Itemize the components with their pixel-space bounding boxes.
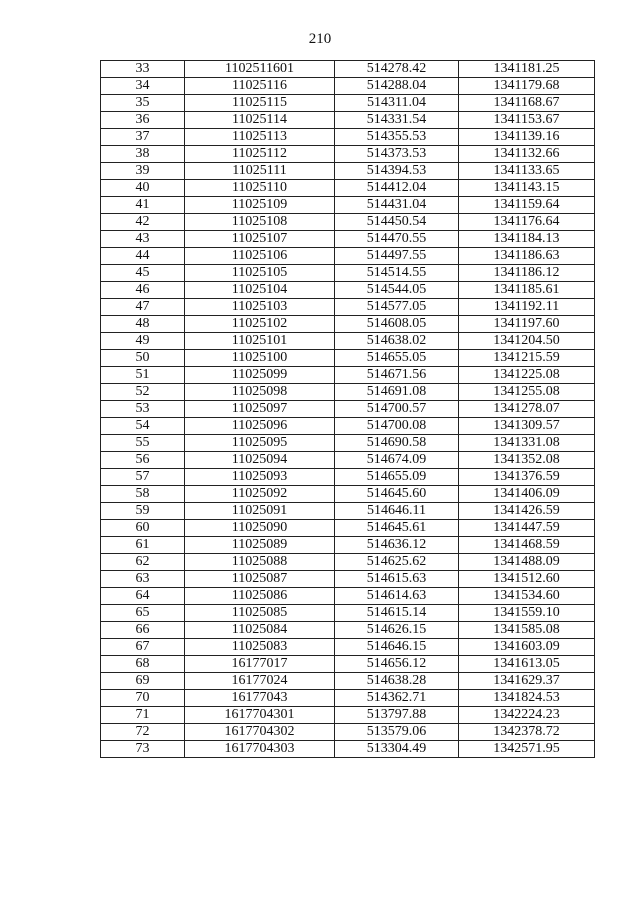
x-coordinate-cell: 514394.53 <box>335 163 459 180</box>
x-coordinate-cell: 514674.09 <box>335 452 459 469</box>
y-coordinate-cell: 1341629.37 <box>459 673 595 690</box>
y-coordinate-cell: 1341278.07 <box>459 401 595 418</box>
x-coordinate-cell: 514577.05 <box>335 299 459 316</box>
point-id-cell: 11025108 <box>185 214 335 231</box>
table-row <box>101 333 595 350</box>
table-row <box>101 605 595 622</box>
point-id-cell: 16177024 <box>185 673 335 690</box>
table-row <box>101 741 595 758</box>
point-number-cell: 67 <box>101 639 185 656</box>
y-coordinate-cell: 1341225.08 <box>459 367 595 384</box>
point-id-cell: 11025099 <box>185 367 335 384</box>
point-number-cell: 52 <box>101 384 185 401</box>
table-row <box>101 656 595 673</box>
x-coordinate-cell: 514497.55 <box>335 248 459 265</box>
y-coordinate-cell: 1342571.95 <box>459 741 595 758</box>
y-coordinate-cell: 1341534.60 <box>459 588 595 605</box>
table-row <box>101 639 595 656</box>
point-id-cell: 11025096 <box>185 418 335 435</box>
point-number-cell: 39 <box>101 163 185 180</box>
point-id-cell: 1617704303 <box>185 741 335 758</box>
point-number-cell: 49 <box>101 333 185 350</box>
x-coordinate-cell: 514638.02 <box>335 333 459 350</box>
y-coordinate-cell: 1341132.66 <box>459 146 595 163</box>
point-id-cell: 11025115 <box>185 95 335 112</box>
y-coordinate-cell: 1341352.08 <box>459 452 595 469</box>
y-coordinate-cell: 1341133.65 <box>459 163 595 180</box>
y-coordinate-cell: 1341512.60 <box>459 571 595 588</box>
point-id-cell: 11025095 <box>185 435 335 452</box>
point-id-cell: 11025116 <box>185 78 335 95</box>
table-row <box>101 486 595 503</box>
point-number-cell: 51 <box>101 367 185 384</box>
y-coordinate-cell: 1341186.12 <box>459 265 595 282</box>
table-row <box>101 95 595 112</box>
point-number-cell: 38 <box>101 146 185 163</box>
point-id-cell: 11025094 <box>185 452 335 469</box>
y-coordinate-cell: 1341824.53 <box>459 690 595 707</box>
point-id-cell: 11025083 <box>185 639 335 656</box>
table-row <box>101 707 595 724</box>
point-number-cell: 43 <box>101 231 185 248</box>
point-number-cell: 60 <box>101 520 185 537</box>
point-id-cell: 11025085 <box>185 605 335 622</box>
x-coordinate-cell: 514278.42 <box>335 61 459 78</box>
y-coordinate-cell: 1341376.59 <box>459 469 595 486</box>
table-row <box>101 214 595 231</box>
x-coordinate-cell: 513797.88 <box>335 707 459 724</box>
point-id-cell: 11025110 <box>185 180 335 197</box>
y-coordinate-cell: 1341603.09 <box>459 639 595 656</box>
y-coordinate-cell: 1341559.10 <box>459 605 595 622</box>
x-coordinate-cell: 514700.08 <box>335 418 459 435</box>
table-row <box>101 571 595 588</box>
x-coordinate-cell: 514638.28 <box>335 673 459 690</box>
point-id-cell: 1617704301 <box>185 707 335 724</box>
table-row <box>101 146 595 163</box>
y-coordinate-cell: 1341168.67 <box>459 95 595 112</box>
point-id-cell: 11025092 <box>185 486 335 503</box>
table-row <box>101 350 595 367</box>
page-number: 210 <box>308 31 332 47</box>
table-row <box>101 520 595 537</box>
table-row <box>101 299 595 316</box>
y-coordinate-cell: 1341204.50 <box>459 333 595 350</box>
x-coordinate-cell: 514544.05 <box>335 282 459 299</box>
x-coordinate-cell: 514646.11 <box>335 503 459 520</box>
x-coordinate-cell: 514614.63 <box>335 588 459 605</box>
table-row <box>101 503 595 520</box>
point-number-cell: 53 <box>101 401 185 418</box>
table-row <box>101 61 595 78</box>
table-row <box>101 673 595 690</box>
y-coordinate-cell: 1341468.59 <box>459 537 595 554</box>
y-coordinate-cell: 1341613.05 <box>459 656 595 673</box>
x-coordinate-cell: 514645.60 <box>335 486 459 503</box>
table-row <box>101 554 595 571</box>
point-number-cell: 42 <box>101 214 185 231</box>
y-coordinate-cell: 1341153.67 <box>459 112 595 129</box>
x-coordinate-cell: 514514.55 <box>335 265 459 282</box>
table-row <box>101 180 595 197</box>
x-coordinate-cell: 514671.56 <box>335 367 459 384</box>
point-number-cell: 54 <box>101 418 185 435</box>
point-number-cell: 57 <box>101 469 185 486</box>
point-number-cell: 66 <box>101 622 185 639</box>
point-number-cell: 55 <box>101 435 185 452</box>
x-coordinate-cell: 514288.04 <box>335 78 459 95</box>
point-id-cell: 16177017 <box>185 656 335 673</box>
point-id-cell: 11025105 <box>185 265 335 282</box>
point-number-cell: 69 <box>101 673 185 690</box>
table-row <box>101 418 595 435</box>
y-coordinate-cell: 1342378.72 <box>459 724 595 741</box>
point-id-cell: 11025091 <box>185 503 335 520</box>
table-row <box>101 724 595 741</box>
x-coordinate-cell: 514656.12 <box>335 656 459 673</box>
point-id-cell: 1102511601 <box>185 61 335 78</box>
x-coordinate-cell: 514625.62 <box>335 554 459 571</box>
x-coordinate-cell: 514362.71 <box>335 690 459 707</box>
point-number-cell: 59 <box>101 503 185 520</box>
y-coordinate-cell: 1341426.59 <box>459 503 595 520</box>
x-coordinate-cell: 514311.04 <box>335 95 459 112</box>
x-coordinate-cell: 514636.12 <box>335 537 459 554</box>
x-coordinate-cell: 514431.04 <box>335 197 459 214</box>
y-coordinate-cell: 1341159.64 <box>459 197 595 214</box>
point-id-cell: 11025114 <box>185 112 335 129</box>
point-number-cell: 71 <box>101 707 185 724</box>
x-coordinate-cell: 514373.53 <box>335 146 459 163</box>
point-id-cell: 11025098 <box>185 384 335 401</box>
y-coordinate-cell: 1342224.23 <box>459 707 595 724</box>
y-coordinate-cell: 1341179.68 <box>459 78 595 95</box>
table-row <box>101 112 595 129</box>
x-coordinate-cell: 514691.08 <box>335 384 459 401</box>
y-coordinate-cell: 1341176.64 <box>459 214 595 231</box>
point-id-cell: 11025097 <box>185 401 335 418</box>
table-row <box>101 435 595 452</box>
point-id-cell: 11025106 <box>185 248 335 265</box>
point-number-cell: 34 <box>101 78 185 95</box>
point-id-cell: 11025111 <box>185 163 335 180</box>
y-coordinate-cell: 1341197.60 <box>459 316 595 333</box>
point-number-cell: 33 <box>101 61 185 78</box>
y-coordinate-cell: 1341309.57 <box>459 418 595 435</box>
x-coordinate-cell: 513304.49 <box>335 741 459 758</box>
point-number-cell: 62 <box>101 554 185 571</box>
y-coordinate-cell: 1341181.25 <box>459 61 595 78</box>
point-id-cell: 11025087 <box>185 571 335 588</box>
coordinates-table-body <box>101 61 595 758</box>
table-row <box>101 367 595 384</box>
x-coordinate-cell: 513579.06 <box>335 724 459 741</box>
point-id-cell: 11025102 <box>185 316 335 333</box>
x-coordinate-cell: 514615.63 <box>335 571 459 588</box>
point-id-cell: 11025103 <box>185 299 335 316</box>
y-coordinate-cell: 1341186.63 <box>459 248 595 265</box>
point-number-cell: 35 <box>101 95 185 112</box>
y-coordinate-cell: 1341215.59 <box>459 350 595 367</box>
point-number-cell: 37 <box>101 129 185 146</box>
y-coordinate-cell: 1341255.08 <box>459 384 595 401</box>
point-number-cell: 45 <box>101 265 185 282</box>
y-coordinate-cell: 1341184.13 <box>459 231 595 248</box>
point-number-cell: 56 <box>101 452 185 469</box>
x-coordinate-cell: 514355.53 <box>335 129 459 146</box>
y-coordinate-cell: 1341447.59 <box>459 520 595 537</box>
table-row <box>101 588 595 605</box>
point-number-cell: 46 <box>101 282 185 299</box>
point-number-cell: 61 <box>101 537 185 554</box>
point-number-cell: 41 <box>101 197 185 214</box>
x-coordinate-cell: 514645.61 <box>335 520 459 537</box>
point-id-cell: 11025107 <box>185 231 335 248</box>
point-id-cell: 11025109 <box>185 197 335 214</box>
y-coordinate-cell: 1341585.08 <box>459 622 595 639</box>
x-coordinate-cell: 514470.55 <box>335 231 459 248</box>
point-number-cell: 63 <box>101 571 185 588</box>
x-coordinate-cell: 514655.09 <box>335 469 459 486</box>
point-id-cell: 11025086 <box>185 588 335 605</box>
point-id-cell: 11025088 <box>185 554 335 571</box>
y-coordinate-cell: 1341185.61 <box>459 282 595 299</box>
point-id-cell: 11025100 <box>185 350 335 367</box>
point-number-cell: 68 <box>101 656 185 673</box>
point-number-cell: 40 <box>101 180 185 197</box>
point-id-cell: 1617704302 <box>185 724 335 741</box>
table-row <box>101 452 595 469</box>
point-id-cell: 11025089 <box>185 537 335 554</box>
y-coordinate-cell: 1341143.15 <box>459 180 595 197</box>
point-id-cell: 11025113 <box>185 129 335 146</box>
table-row <box>101 690 595 707</box>
table-row <box>101 469 595 486</box>
point-number-cell: 47 <box>101 299 185 316</box>
table-row <box>101 384 595 401</box>
y-coordinate-cell: 1341192.11 <box>459 299 595 316</box>
x-coordinate-cell: 514331.54 <box>335 112 459 129</box>
point-number-cell: 44 <box>101 248 185 265</box>
x-coordinate-cell: 514646.15 <box>335 639 459 656</box>
table-row <box>101 197 595 214</box>
y-coordinate-cell: 1341139.16 <box>459 129 595 146</box>
point-number-cell: 58 <box>101 486 185 503</box>
y-coordinate-cell: 1341406.09 <box>459 486 595 503</box>
table-row <box>101 163 595 180</box>
point-number-cell: 36 <box>101 112 185 129</box>
point-number-cell: 50 <box>101 350 185 367</box>
point-id-cell: 16177043 <box>185 690 335 707</box>
table-row <box>101 78 595 95</box>
y-coordinate-cell: 1341488.09 <box>459 554 595 571</box>
table-row <box>101 129 595 146</box>
point-id-cell: 11025093 <box>185 469 335 486</box>
x-coordinate-cell: 514412.04 <box>335 180 459 197</box>
x-coordinate-cell: 514450.54 <box>335 214 459 231</box>
point-number-cell: 73 <box>101 741 185 758</box>
point-number-cell: 72 <box>101 724 185 741</box>
x-coordinate-cell: 514615.14 <box>335 605 459 622</box>
table-row <box>101 265 595 282</box>
point-id-cell: 11025084 <box>185 622 335 639</box>
table-row <box>101 622 595 639</box>
table-row <box>101 316 595 333</box>
point-id-cell: 11025090 <box>185 520 335 537</box>
point-id-cell: 11025101 <box>185 333 335 350</box>
point-number-cell: 48 <box>101 316 185 333</box>
table-row <box>101 537 595 554</box>
table-row <box>101 282 595 299</box>
point-number-cell: 65 <box>101 605 185 622</box>
point-id-cell: 11025104 <box>185 282 335 299</box>
x-coordinate-cell: 514690.58 <box>335 435 459 452</box>
x-coordinate-cell: 514608.05 <box>335 316 459 333</box>
point-id-cell: 11025112 <box>185 146 335 163</box>
x-coordinate-cell: 514626.15 <box>335 622 459 639</box>
point-number-cell: 70 <box>101 690 185 707</box>
point-number-cell: 64 <box>101 588 185 605</box>
x-coordinate-cell: 514655.05 <box>335 350 459 367</box>
table-row <box>101 401 595 418</box>
y-coordinate-cell: 1341331.08 <box>459 435 595 452</box>
table-row <box>101 248 595 265</box>
x-coordinate-cell: 514700.57 <box>335 401 459 418</box>
coordinates-table <box>100 60 595 758</box>
table-row <box>101 231 595 248</box>
